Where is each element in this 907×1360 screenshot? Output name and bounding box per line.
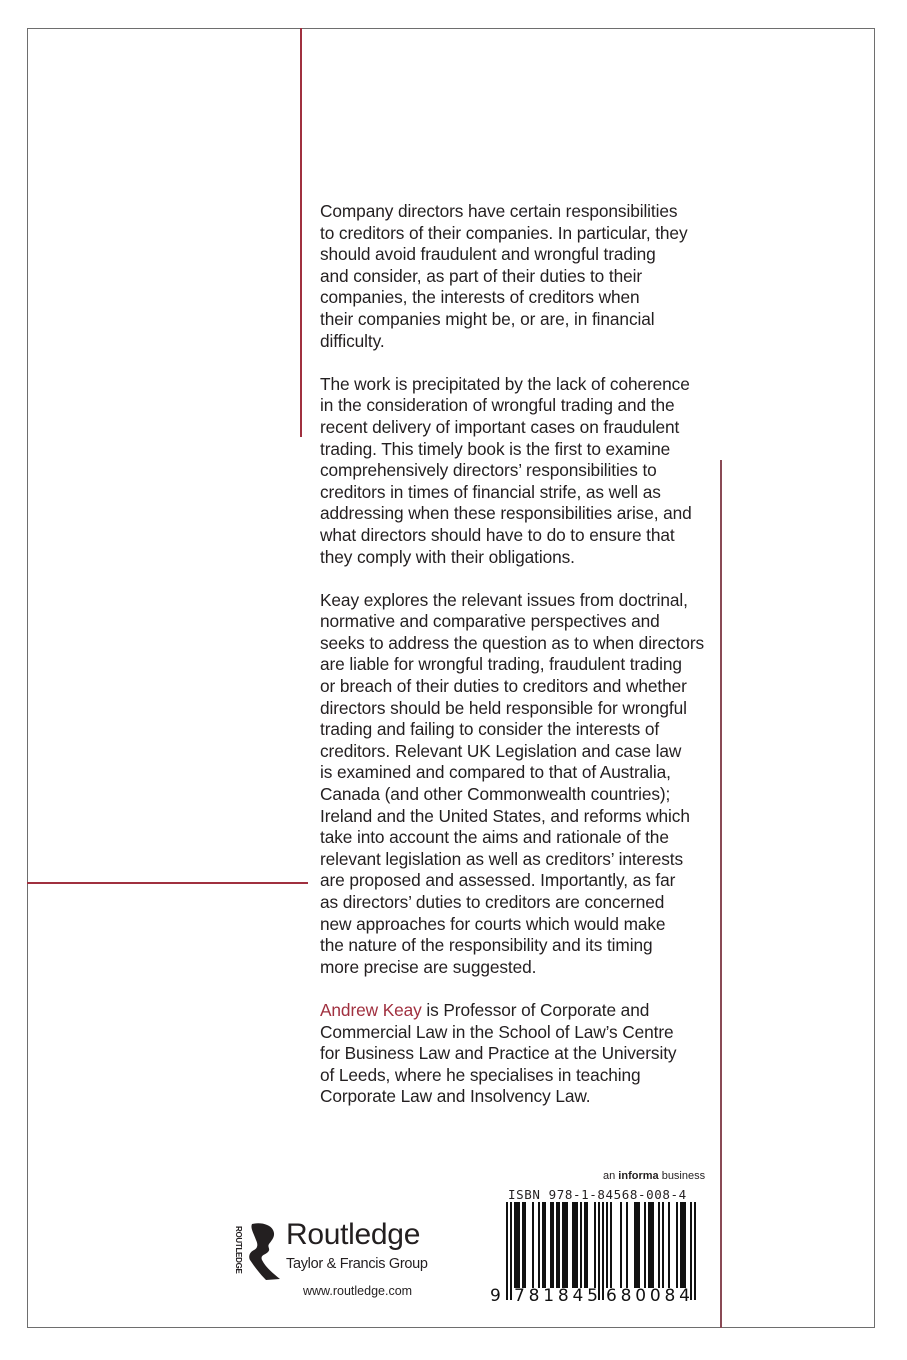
barcode-bar — [594, 1202, 596, 1288]
back-cover-blurb — [320, 201, 740, 1130]
barcode-bar — [574, 1202, 576, 1288]
barcode-bar — [538, 1202, 540, 1288]
blurb-line: trading. This timely book is the first to examine — [320, 438, 671, 459]
barcode-bar — [572, 1202, 574, 1288]
barcode-right-digits: 680084 — [606, 1286, 690, 1302]
barcode-bar — [606, 1202, 608, 1288]
blurb-paragraph-3 — [320, 590, 740, 979]
barcode-bar — [644, 1202, 646, 1288]
blurb-line: is examined and compared to that of Australia, — [320, 762, 671, 783]
blurb-line: or breach of their duties to creditors and whether — [320, 676, 687, 697]
barcode-bar — [636, 1202, 638, 1288]
blurb-line: comprehensively directors’ responsibilities to — [320, 460, 657, 481]
blurb-line: what directors should have to do to ensure that — [320, 524, 675, 545]
blurb-line: take into account the aims and rationale of the — [320, 827, 669, 848]
bio-text: is Professor of Corporate and — [421, 999, 650, 1020]
publisher-group: Taylor & Francis Group — [286, 1256, 428, 1272]
blurb-line: companies, the interests of creditors when — [320, 287, 640, 308]
blurb-line: and consider, as part of their duties to their — [320, 265, 643, 286]
blurb-line: should avoid fraudulent and wrongful trading — [320, 244, 656, 265]
routledge-head-icon — [236, 1222, 286, 1282]
barcode-bar — [514, 1202, 516, 1288]
blurb-line: creditors. Relevant UK Legislation and case law — [320, 740, 682, 761]
blurb-line: are proposed and assessed. Importantly, as far — [320, 870, 676, 891]
barcode-bar — [506, 1202, 508, 1300]
barcode-bar — [648, 1202, 650, 1288]
bio-line: for Business Law and Practice at the University — [320, 1043, 677, 1064]
barcode — [486, 1202, 696, 1302]
barcode-bar — [668, 1202, 670, 1288]
barcode-bar — [516, 1202, 518, 1288]
barcode-bar — [550, 1202, 552, 1288]
blurb-line: trading and failing to consider the interests of — [320, 719, 660, 740]
blurb-line: Keay explores the relevant issues from doctrinal, — [320, 589, 688, 610]
barcode-bar — [690, 1202, 692, 1300]
red-rule-horizontal — [27, 882, 308, 884]
blurb-line: the nature of the responsibility and its timing — [320, 935, 653, 956]
barcode-bar — [586, 1202, 588, 1288]
barcode-bar — [634, 1202, 636, 1288]
blurb-line: The work is precipitated by the lack of coherence — [320, 373, 690, 394]
barcode-bar — [652, 1202, 654, 1288]
routledge-vertical-mark: ROUTLEDGE — [234, 1226, 243, 1274]
author-bio — [320, 1000, 740, 1108]
barcode-bar — [564, 1202, 566, 1288]
barcode-bar — [576, 1202, 578, 1288]
barcode-bar — [558, 1202, 560, 1288]
barcode-bar — [662, 1202, 664, 1288]
blurb-line: as directors’ duties to creditors are concerned — [320, 892, 665, 912]
blurb-line: new approaches for courts which would make — [320, 913, 666, 934]
bio-line: Commercial Law in the School of Law’s Centre — [320, 1021, 674, 1042]
barcode-bar — [518, 1202, 520, 1288]
barcode-bar — [562, 1202, 564, 1288]
barcode-lead-digit: 9 — [490, 1286, 501, 1302]
blurb-paragraph-1 — [320, 201, 740, 352]
blurb-line: in the consideration of wrongful trading and the — [320, 395, 675, 416]
informa-prefix: an — [603, 1170, 619, 1182]
red-rule-top-vertical — [300, 28, 302, 437]
barcode-bar — [682, 1202, 684, 1288]
blurb-line: difficulty. — [320, 330, 385, 351]
blurb-line: seeks to address the question as to when directors — [320, 632, 705, 653]
blurb-line: directors should be held responsible for wrongful — [320, 697, 687, 718]
barcode-bar — [584, 1202, 586, 1288]
blurb-line: their companies might be, or are, in financial — [320, 308, 655, 329]
blurb-line: more precise are suggested. — [320, 956, 537, 977]
barcode-bar — [620, 1202, 622, 1288]
blurb-line: Company directors have certain responsibilities — [320, 201, 678, 221]
barcode-bar — [532, 1202, 534, 1288]
barcode-left-digits: 781845 — [514, 1286, 598, 1302]
barcode-bar — [680, 1202, 682, 1288]
barcode-bar — [544, 1202, 546, 1288]
barcode-bar — [694, 1202, 696, 1300]
barcode-bar — [524, 1202, 526, 1288]
blurb-line: Ireland and the United States, and reforms which — [320, 805, 690, 826]
barcode-bar — [684, 1202, 686, 1288]
blurb-line: recent delivery of important cases on fraudulent — [320, 416, 680, 437]
barcode-bar — [676, 1202, 678, 1288]
barcode-bar — [602, 1202, 604, 1300]
barcode-bar — [510, 1202, 512, 1300]
blurb-line: Canada (and other Commonwealth countries); — [320, 784, 671, 805]
barcode-bar — [556, 1202, 558, 1288]
barcode-bar — [658, 1202, 660, 1288]
barcode-bar — [566, 1202, 568, 1288]
blurb-line: are liable for wrongful trading, fraudulent trading — [320, 654, 682, 675]
barcode-bar — [650, 1202, 652, 1288]
barcode-bar — [638, 1202, 640, 1288]
informa-brand: informa — [618, 1170, 659, 1182]
barcode-bar — [522, 1202, 524, 1288]
blurb-line: to creditors of their companies. In particular, they — [320, 222, 688, 243]
barcode-bar — [542, 1202, 544, 1288]
blurb-line: normative and comparative perspectives and — [320, 611, 660, 632]
isbn-label: ISBN 978-1-84568-008-4 — [508, 1187, 687, 1202]
informa-suffix: business — [658, 1170, 706, 1182]
publisher-name: Routledge — [286, 1218, 421, 1251]
barcode-bar — [610, 1202, 612, 1288]
author-name: Andrew Keay — [320, 999, 422, 1020]
barcode-bar — [626, 1202, 628, 1288]
bio-line: of Leeds, where he specialises in teaching — [320, 1064, 641, 1085]
bio-line: Corporate Law and Insolvency Law. — [320, 1086, 591, 1107]
blurb-line: creditors in times of financial strife, as well as — [320, 481, 661, 502]
blurb-line: relevant legislation as well as creditors’ interests — [320, 848, 683, 869]
blurb-paragraph-2 — [320, 374, 740, 568]
barcode-bar — [580, 1202, 582, 1288]
informa-tagline — [603, 1170, 705, 1182]
bio-line — [320, 1000, 740, 1022]
blurb-line: addressing when these responsibilities arise, and — [320, 503, 692, 524]
blurb-line: they comply with their obligations. — [320, 546, 575, 567]
publisher-url[interactable]: www.routledge.com — [303, 1284, 413, 1298]
barcode-bar — [598, 1202, 600, 1300]
barcode-bar — [552, 1202, 554, 1288]
